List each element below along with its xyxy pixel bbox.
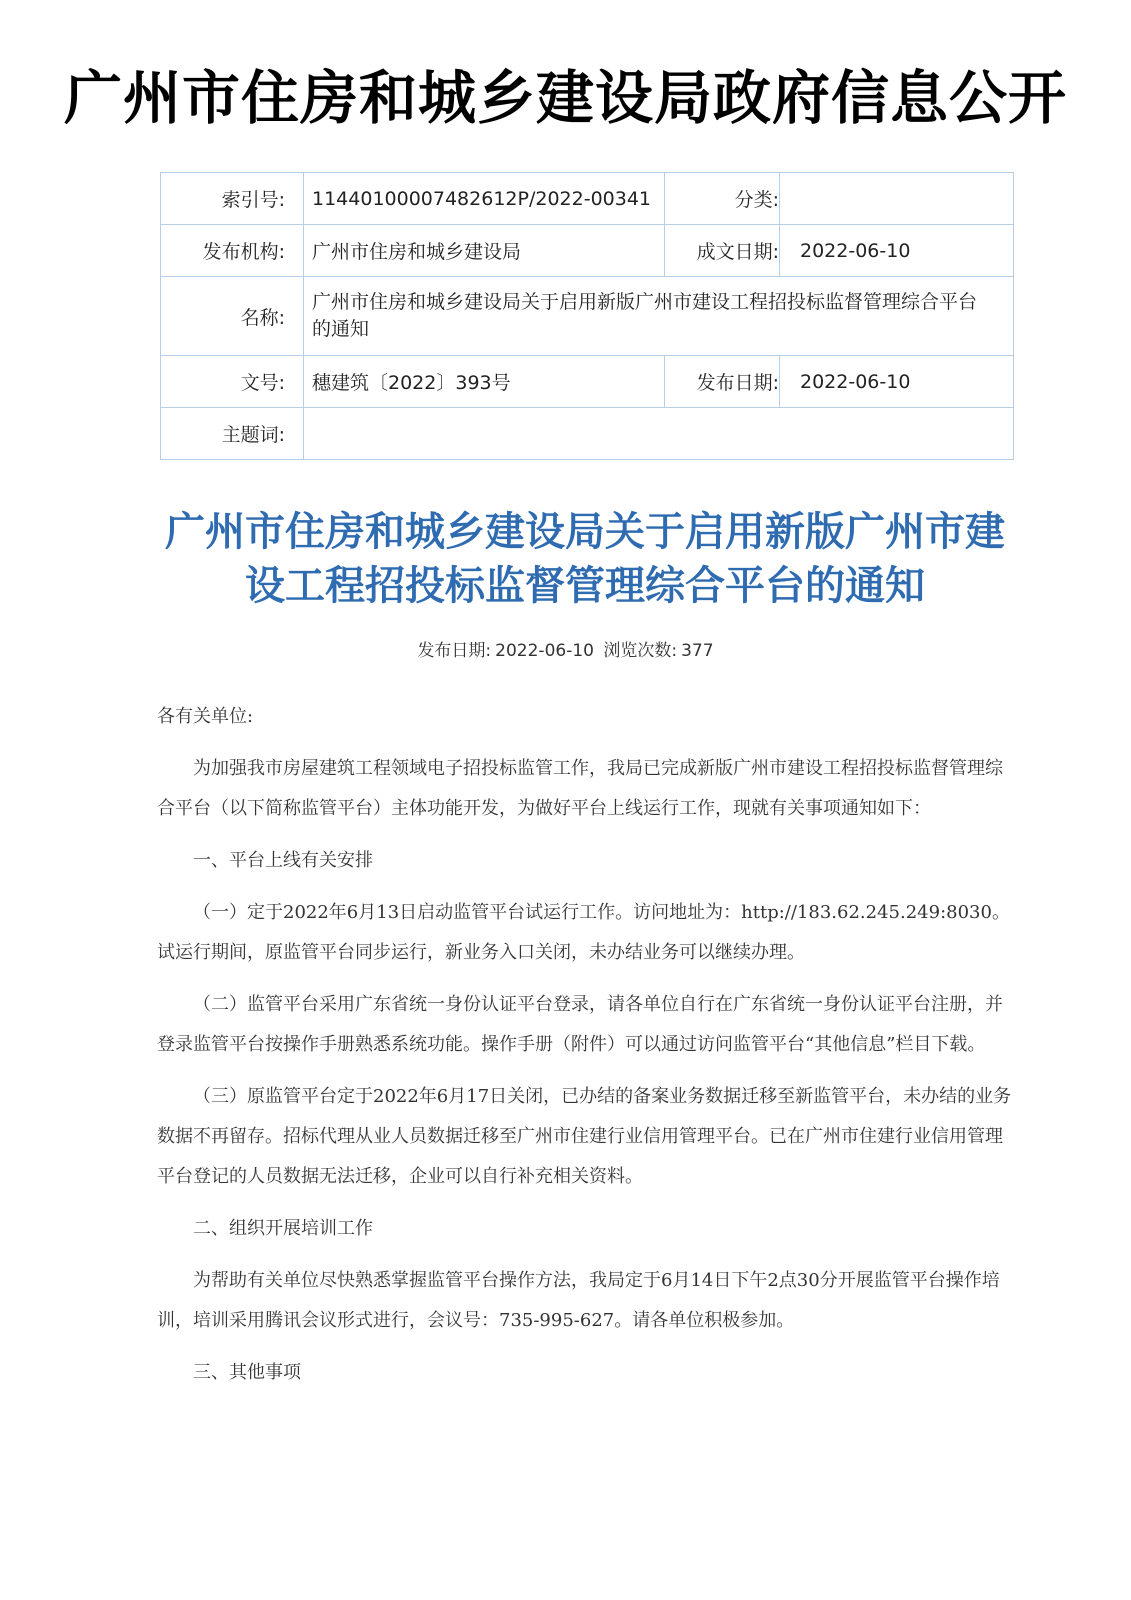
salutation: 各有关单位: [157, 706, 254, 727]
section-1-item-2: （二）监管平台采用广东省统一身份认证平台登录，请各单位自行在广东省统一身份认证平台注册，并登录监管平台按操作手册熟悉系统功能。操作手册（附件）可以通过访问监管平台“其他信息”栏目下载。 [157, 994, 1003, 1055]
document-number-value: 穗建筑〔2022〕393号 [304, 356, 665, 408]
section-2-paragraph: 为帮助有关单位尽快熟悉掌握监管平台操作方法，我局定于6月14日下午2点30分开展监管平台操作培训，培训采用腾讯会议形式进行，会议号：735-995-627。请各单位积极参加。 [157, 1270, 1000, 1331]
created-date-value: 2022-06-10 [780, 225, 1014, 277]
document-metadata-table [160, 172, 1014, 460]
category-label: 分类: [665, 173, 780, 225]
section-1-item-1: （一）定于2022年6月13日启动监管平台试运行工作。访问地址为：http://183.62.245.249:8030。试运行期间，原监管平台同步运行，新业务入口关闭，未办结业务可以继续办理。 [157, 902, 1010, 963]
section-heading-1: 一、平台上线有关安排 [193, 850, 373, 871]
article-publish-date-label: 发布日期: [417, 641, 492, 661]
publish-date-label: 发布日期: [665, 356, 780, 408]
created-date-label: 成文日期: [665, 225, 780, 277]
publisher-label: 发布机构: [161, 225, 304, 277]
article-views-count: 377 [681, 641, 714, 661]
document-name-value: 广州市住房和城乡建设局关于启用新版广州市建设工程招投标监督管理综合平台的通知 [304, 277, 1014, 356]
page-header-title: 广州市住房和城乡建设局政府信息公开 [63, 64, 1067, 132]
intro-paragraph: 为加强我市房屋建筑工程领域电子招投标监管工作，我局已完成新版广州市建设工程招投标监督管理综合平台（以下简称监管平台）主体功能开发，为做好平台上线运行工作，现就有关事项通知如下： [157, 758, 1003, 819]
category-value [780, 173, 1014, 225]
article-views-label: 浏览次数: [603, 641, 678, 661]
section-heading-2: 二、组织开展培训工作 [193, 1218, 373, 1239]
publisher-value: 广州市住房和城乡建设局 [304, 225, 665, 277]
section-heading-3: 三、其他事项 [193, 1362, 301, 1383]
index-number-value: 11440100007482612P/2022-00341 [304, 173, 665, 225]
publish-date-value: 2022-06-10 [780, 356, 1014, 408]
document-number-label: 文号: [161, 356, 304, 408]
article-body [157, 697, 1012, 1405]
keywords-label: 主题词: [161, 408, 304, 460]
index-number-label: 索引号: [161, 173, 304, 225]
section-1-item-3: （三）原监管平台定于2022年6月17日关闭，已办结的备案业务数据迁移至新监管平台，未办结的业务数据不再留存。招标代理从业人员数据迁移至广州市住建行业信用管理平台。已在广州市住建行业信用管理平台登记的人员数据无法迁移，企业可以自行补充相关资料。 [157, 1086, 1012, 1187]
keywords-value [304, 408, 1014, 460]
article-publish-info [0, 636, 1131, 661]
article-title: 广州市住房和城乡建设局关于启用新版广州市建设工程招投标监督管理综合平台的通知 [165, 509, 1005, 609]
document-name-label: 名称: [161, 277, 304, 356]
article-publish-date: 2022-06-10 [495, 641, 594, 661]
